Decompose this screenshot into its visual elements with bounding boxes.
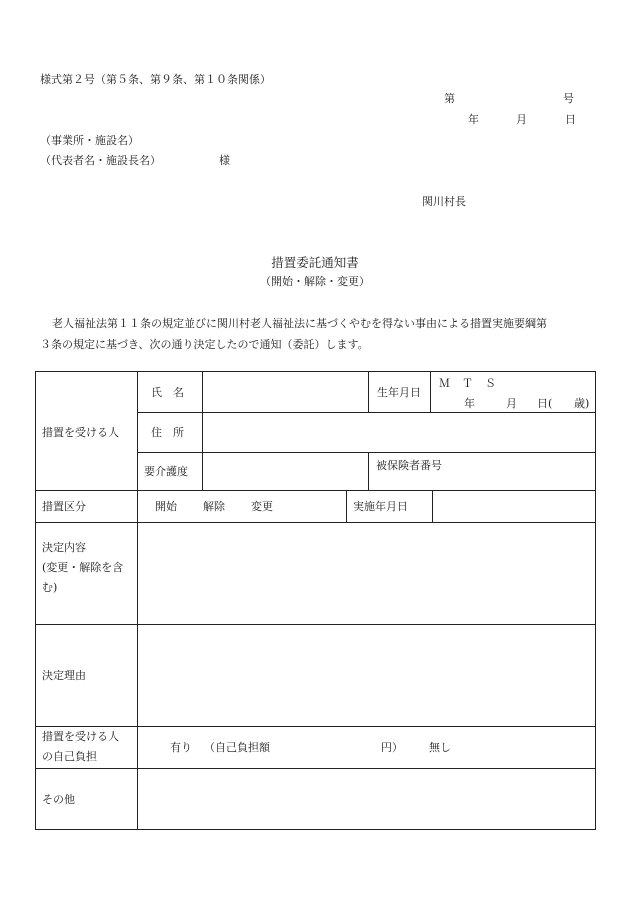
label-burden-line-2: の自己負担 [42, 750, 97, 763]
document-number-prefix: 第 [444, 92, 455, 105]
decision-field[interactable] [138, 523, 596, 624]
body-line-2: ３条の規定に基づき、次の通り決定したので通知（委託）します。 [40, 338, 369, 351]
label-decision-line-1: 決定内容 [42, 541, 86, 554]
burden-amount-label: （自己負担額 [204, 741, 270, 754]
label-decision [42, 538, 123, 598]
date-year: 年 [468, 113, 479, 126]
label-insured-number: 被保険者番号 [376, 459, 442, 472]
reason-field[interactable] [138, 625, 596, 726]
label-other: その他 [42, 793, 75, 806]
document-number-suffix: 号 [563, 92, 574, 105]
label-burden-line-1: 措置を受ける人 [42, 730, 119, 743]
dob-age: 歳) [574, 397, 590, 410]
form-identifier: 様式第２号（第５条、第９条、第１０条関係） [40, 73, 271, 86]
label-decision-line-2: (変更・解除を含 [42, 561, 124, 574]
notice-table [35, 371, 596, 830]
label-burden [42, 727, 119, 767]
burden-yen: 円） [381, 741, 403, 754]
issuer: 関川村長 [422, 195, 466, 208]
label-reason: 決定理由 [42, 669, 86, 682]
body-line-1: 老人福祉法第１１条の規定並びに関川村老人福祉法に基づくやむを得ない事由による措置実施要綱第 [52, 317, 547, 330]
category-change: 変更 [251, 500, 273, 513]
burden-no: 無し [429, 741, 451, 754]
address-field[interactable] [203, 413, 596, 452]
name-field[interactable] [203, 372, 368, 412]
column-divider [346, 490, 347, 522]
burden-yes: 有り [170, 741, 192, 754]
dob-year: 年 [464, 397, 475, 410]
label-date-of-birth: 生年月日 [377, 386, 421, 399]
document-title: 措置委託通知書 [271, 255, 359, 270]
date-day: 日 [565, 113, 576, 126]
addressee-honorific: 様 [219, 154, 230, 167]
label-name: 氏 名 [151, 386, 184, 399]
column-divider [368, 452, 369, 490]
label-category: 措置区分 [42, 500, 86, 513]
label-care-level: 要介護度 [144, 465, 188, 478]
body-text [40, 313, 604, 355]
care-level-field[interactable] [203, 453, 368, 490]
column-divider [430, 372, 431, 412]
column-divider [368, 372, 369, 412]
date-month: 月 [516, 113, 527, 126]
category-end: 解除 [203, 500, 225, 513]
implementation-date-field[interactable] [433, 491, 596, 522]
label-address: 住 所 [151, 426, 184, 439]
addressee-representative: （代表者名・施設長名） [40, 154, 161, 167]
label-person: 措置を受ける人 [42, 426, 119, 439]
row-divider [36, 726, 596, 727]
category-start: 開始 [155, 500, 177, 513]
document-subtitle: （開始・解除・変更） [260, 275, 370, 288]
label-decision-line-3: む) [42, 581, 58, 594]
label-implementation-date: 実施年月日 [353, 500, 408, 513]
addressee-facility: （事業所・施設名） [40, 134, 139, 147]
dob-day: 日( [537, 397, 553, 410]
era-options: Ｍ Ｔ Ｓ [439, 377, 497, 390]
other-field[interactable] [138, 769, 596, 830]
dob-month: 月 [506, 397, 517, 410]
